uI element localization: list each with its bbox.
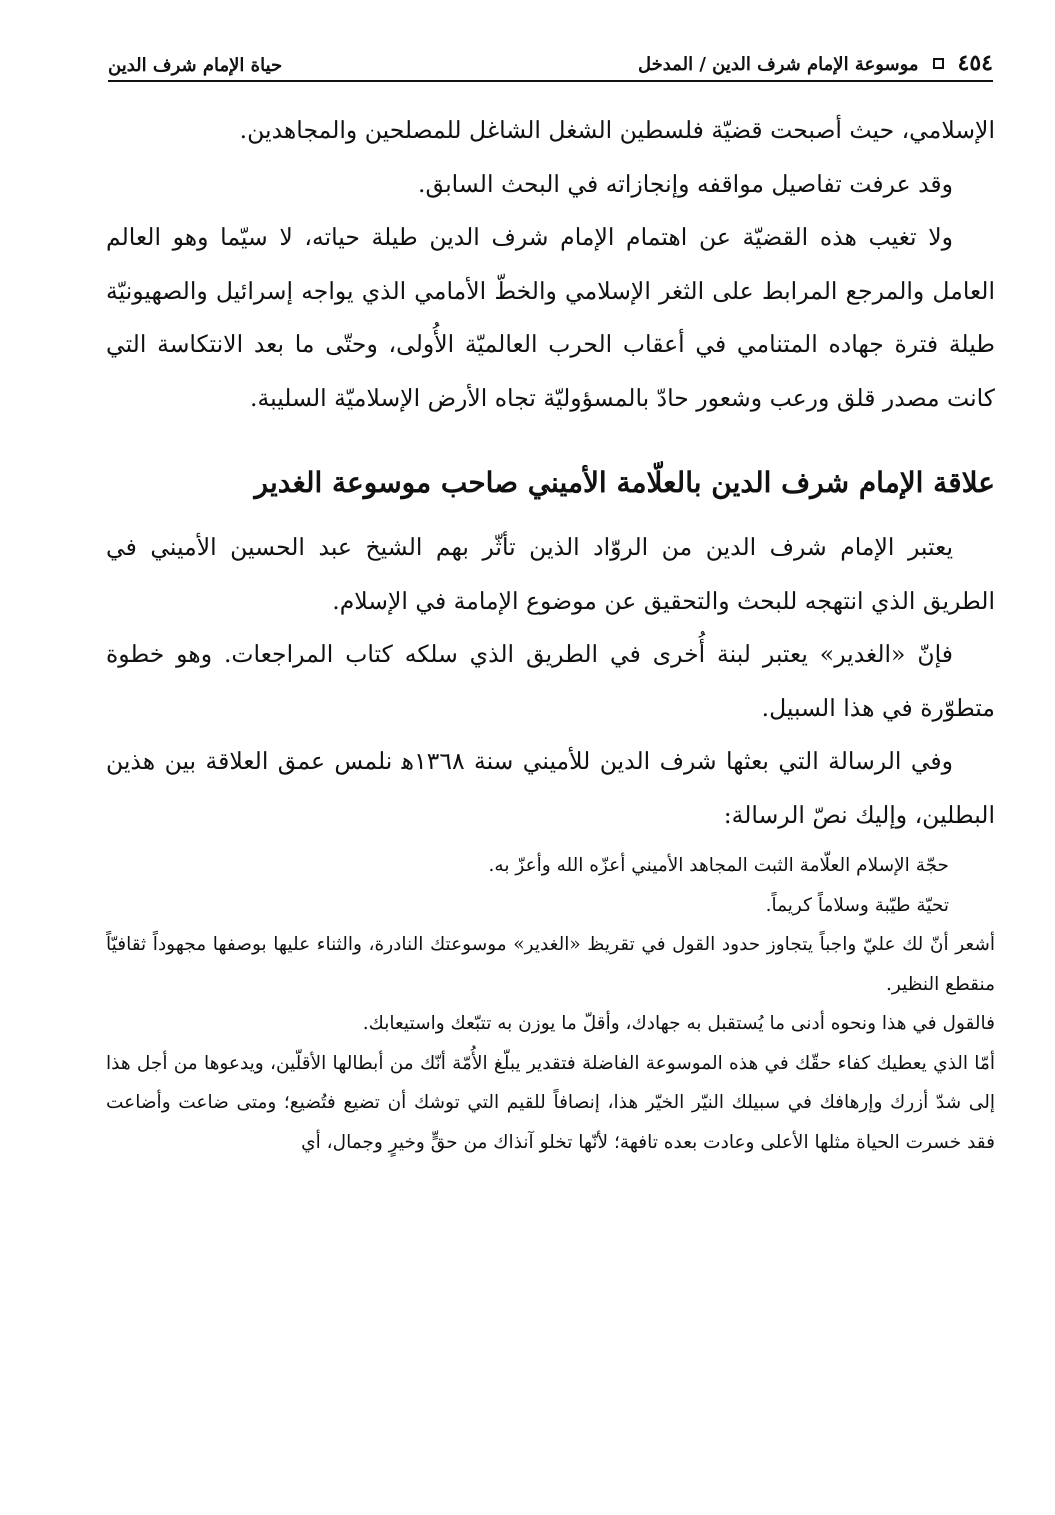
- running-title: موسوعة الإمام شرف الدين / المدخل: [637, 54, 919, 75]
- paragraph: وفي الرسالة التي بعثها شرف الدين للأميني سنة ١٣٦٨ﻫ نلمس عمق العلاقة بين هذين البطلين، وإليك نصّ الرسالة:: [106, 747, 995, 829]
- letter-line: تحيّة طيّبة وسلاماً كريماً.: [765, 894, 949, 916]
- letter-line: فالقول في هذا ونحوه أدنى ما يُستقبل به جهادك، وأقلّ ما يوزن به تتبّعك واستيعابك.: [362, 1013, 995, 1034]
- paragraph: الإسلامي، حيث أصبحت قضيّة فلسطين الشغل الشاغل للمصلحين والمجاهدين.: [239, 116, 995, 144]
- letter-line: حجّة الإسلام العلّامة الثبت المجاهد الأميني أعزّه الله وأعزّ به.: [488, 855, 949, 876]
- paragraph: ولا تغيب هذه القضيّة عن اهتمام الإمام شرف الدين طيلة حياته، لا سيّما وهو العالم العامل والمرجع المرابط على الثغر الإسلامي والخطّ الأمامي الذي يواجه إسرائيل والصهيونيّة طيلة فترة جهاده المتنامي في أعقاب الحرب العالميّة الأُولى، وحتّى ما بعد الانتكاسة التي كانت مصدر قلق ورعب وشعور حادّ بالمسؤوليّة تجاه الأرض الإسلاميّة السليبة.: [106, 223, 995, 412]
- header-right: [638, 50, 993, 76]
- paragraph: وقد عرفت تفاصيل مواقفه وإنجازاته في البحث السابق.: [418, 169, 953, 198]
- paragraph: فإنّ «الغدير» يعتبر لبنة أُخرى في الطريق الذي سلكه كتاب المراجعات. وهو خطوة متطوّرة في هذا السبيل.: [106, 640, 995, 722]
- paragraph: يعتبر الإمام شرف الدين من الروّاد الذين تأثّر بهم الشيخ عبد الحسين الأميني في الطريق الذي انتهجه للبحث والتحقيق عن موضوع الإمامة في الإسلام.: [106, 533, 995, 615]
- body-text: [106, 104, 995, 1162]
- letter-line: أشعر أنّ لك عليّ واجباً يتجاوز حدود القول في تقريظ «الغدير» موسوعتك النادرة، والثناء عليها بوصفها مجهوداً ثقافيّاً منقطع النظير.: [106, 934, 995, 995]
- section-heading: علاقة الإمام شرف الدين بالعلّامة الأميني صاحب موسوعة الغدير: [254, 466, 995, 499]
- letter-line: أمّا الذي يعطيك كفاء حقّك في هذه الموسوعة الفاضلة فتقدير يبلّغ الأُمّة أنّك من أبطالها الأقلّين، ويدعوها من أجل هذا إلى شدّ أزرك وإرهافك في سبيلك النيّر الخيّر هذا، إنصافاً للقيم التي توشك أن تضيع فتُضيع؛ ومتى ضاعت وأضاعت فقد خسرت الحياة مثلها الأعلى وعادت بعده تافهة؛ لأنّها تخلو آنذاك من حقٍّ وخيرٍ وجمال، أي: [106, 1052, 995, 1153]
- page-number: ٤٥٤: [957, 50, 993, 76]
- section-label: حياة الإمام شرف الدين: [108, 55, 283, 76]
- running-header: [108, 42, 993, 82]
- square-separator-icon: [933, 58, 944, 69]
- quoted-letter: [106, 846, 995, 1162]
